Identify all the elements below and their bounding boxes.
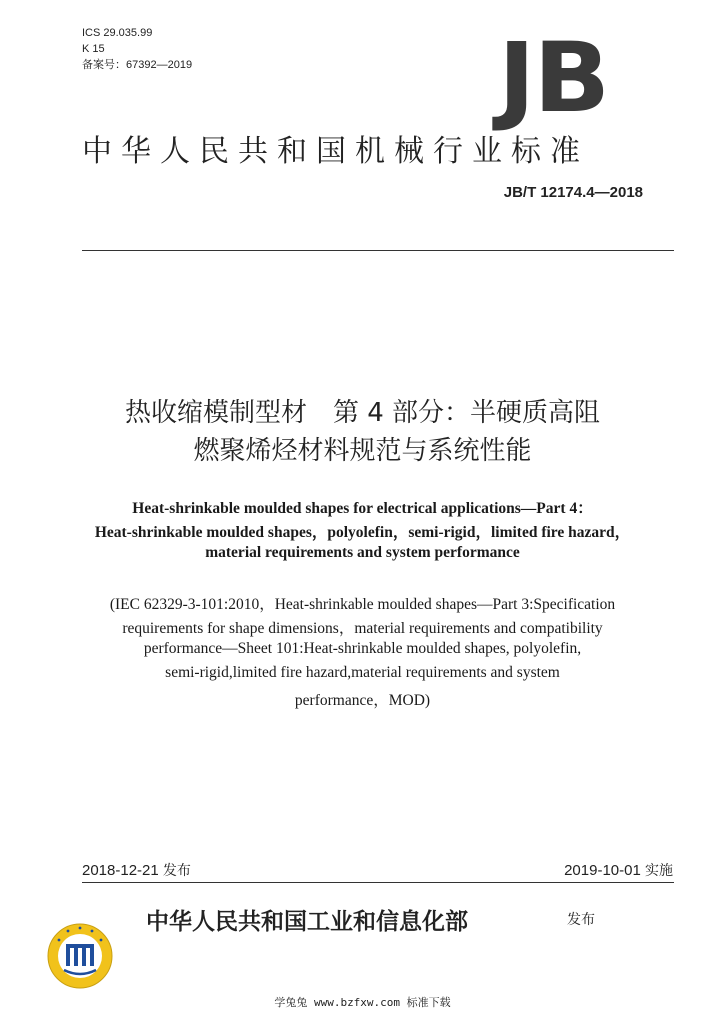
date-rule [82,882,674,883]
title-en-line-2: Heat-shrinkable moulded shapes，polyolefin，semi-rigid，limited fire hazard， [94,524,631,541]
issue-date-block [82,860,191,880]
publisher: 中华人民共和国工业和信息化部 [146,909,468,935]
standard-number: JB/T 12174.4—2018 [503,184,643,201]
jb-logo: JB [498,22,609,134]
issue-date: 2018-12-21 [82,862,159,879]
reference-line-4: semi-rigid,limited fire hazard,material requirements and system [165,664,560,681]
publisher-suffix: 发布 [567,912,595,928]
implement-date-block [564,860,673,880]
title-en-line-3: material requirements and system performance [205,544,520,561]
filing-number: 备案号：67392—2019 [82,59,193,71]
standard-category: 中华人民共和国机械行业标准 [82,134,589,169]
issue-label: 发布 [162,863,191,879]
header-rule [82,250,674,251]
reference-line-1: (IEC 62329-3-101:2010，Heat-shrinkable moulded shapes—Part 3:Specification [109,596,616,613]
implement-date: 2019-10-01 [564,862,641,879]
classification-code: K 15 [82,43,105,55]
reference-line-2: requirements for shape dimensions，material requirements and compatibility [122,620,603,637]
footer-text: 学兔兔 www.bzfxw.com 标准下载 [274,996,451,1009]
title-cn-line-2: 燃聚烯烃材料规范与系统性能 [193,436,532,466]
reference-line-5: performance，MOD) [294,692,431,709]
title-cn-line-1: 热收缩模制型材 第 4 部分：半硬质高阻 [124,398,601,428]
implement-label: 实施 [645,863,673,879]
reference-line-3: performance—Sheet 101:Heat-shrinkable moulded shapes, polyolefin, [143,640,582,657]
title-en-line-1: Heat-shrinkable moulded shapes for electrical applications—Part 4： [132,500,593,517]
ministry-seal-icon [46,922,114,990]
ics-code: ICS 29.035.99 [82,27,153,39]
